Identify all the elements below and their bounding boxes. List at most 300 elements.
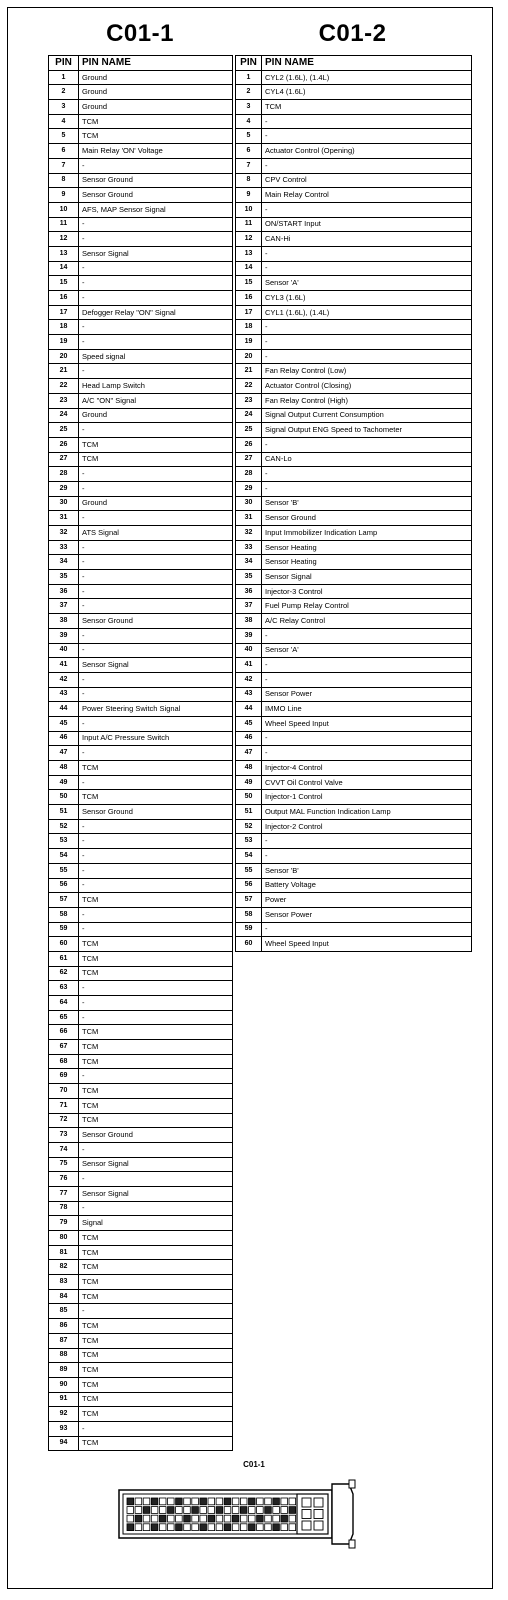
table-row xyxy=(236,291,472,306)
pin-name: Wheel Speed Input xyxy=(262,716,472,731)
table-row xyxy=(49,819,233,834)
connector-pin xyxy=(127,1498,134,1505)
pin-number: 40 xyxy=(236,643,262,658)
table-row xyxy=(236,217,472,232)
table-row xyxy=(49,540,233,555)
pin-name: - xyxy=(79,570,233,585)
pin-name: TCM xyxy=(79,937,233,952)
pin-number: 38 xyxy=(49,614,79,629)
pin-name: TCM xyxy=(79,1407,233,1422)
pin-name: TCM xyxy=(79,114,233,129)
table-row xyxy=(236,408,472,423)
pin-name: - xyxy=(262,114,472,129)
pin-name: - xyxy=(79,320,233,335)
table-row xyxy=(236,305,472,320)
pin-number: 2 xyxy=(49,85,79,100)
table-row xyxy=(49,1392,233,1407)
connector-pin xyxy=(265,1515,272,1522)
pin-name: A/C "ON" Signal xyxy=(79,393,233,408)
connector-pin xyxy=(273,1524,280,1531)
table-row xyxy=(49,261,233,276)
pin-number: 40 xyxy=(49,643,79,658)
pin-number: 23 xyxy=(236,393,262,408)
pin-name: ON/START Input xyxy=(262,217,472,232)
pin-name: - xyxy=(262,320,472,335)
pin-number: 39 xyxy=(236,628,262,643)
pin-number: 64 xyxy=(49,996,79,1011)
pin-number: 7 xyxy=(49,158,79,173)
pin-number: 47 xyxy=(236,746,262,761)
connector-power-pin xyxy=(314,1521,323,1530)
table-row xyxy=(49,305,233,320)
pin-number: 16 xyxy=(236,291,262,306)
connector-pin xyxy=(184,1524,191,1531)
table-row xyxy=(236,937,472,952)
connector-pin xyxy=(135,1524,142,1531)
table-row xyxy=(49,188,233,203)
pin-number: 83 xyxy=(49,1275,79,1290)
connector-pin xyxy=(151,1498,158,1505)
pin-number: 1 xyxy=(236,70,262,85)
connector-pin xyxy=(151,1507,158,1514)
connector-1-title: C01-1 xyxy=(106,20,174,47)
table-row xyxy=(236,232,472,247)
pin-number: 61 xyxy=(49,951,79,966)
connector-pin xyxy=(281,1507,288,1514)
connector-pin xyxy=(249,1498,256,1505)
connector-pin xyxy=(257,1524,264,1531)
connector-pin xyxy=(208,1524,215,1531)
pin-number: 14 xyxy=(49,261,79,276)
table-row xyxy=(236,922,472,937)
connector-diagram xyxy=(117,1470,392,1550)
connector-pin xyxy=(151,1524,158,1531)
pin-number: 29 xyxy=(236,481,262,496)
pin-number: 34 xyxy=(49,555,79,570)
table-row xyxy=(49,1040,233,1055)
table-row xyxy=(49,907,233,922)
connector-pin xyxy=(232,1507,239,1514)
pin-name: - xyxy=(79,716,233,731)
pin-name: TCM xyxy=(79,1054,233,1069)
pin-number: 15 xyxy=(49,276,79,291)
pin-number: 14 xyxy=(236,261,262,276)
pin-number: 24 xyxy=(49,408,79,423)
pin-name: Defogger Relay "ON" Signal xyxy=(79,305,233,320)
pin-name: - xyxy=(79,1304,233,1319)
pin-name: TCM xyxy=(79,1231,233,1246)
pin-name: TCM xyxy=(79,1113,233,1128)
pin-number: 86 xyxy=(49,1319,79,1334)
pin-name: Ground xyxy=(79,85,233,100)
table-row xyxy=(49,291,233,306)
pin-number: 28 xyxy=(236,467,262,482)
pin-number: 35 xyxy=(49,570,79,585)
pin-number: 44 xyxy=(49,702,79,717)
pin-number: 4 xyxy=(49,114,79,129)
pin-name: TCM xyxy=(79,1289,233,1304)
pin-name: Sensor Ground xyxy=(79,614,233,629)
pin-name: TCM xyxy=(79,761,233,776)
pin-name: CPV Control xyxy=(262,173,472,188)
table-row xyxy=(49,379,233,394)
pin-name: ATS Signal xyxy=(79,526,233,541)
table-row xyxy=(49,114,233,129)
pin-number: 29 xyxy=(49,481,79,496)
pin-name: CVVT Oil Control Valve xyxy=(262,775,472,790)
pin-number: 27 xyxy=(49,452,79,467)
pin-number: 2 xyxy=(236,85,262,100)
table-row xyxy=(49,951,233,966)
connector-pin xyxy=(192,1507,199,1514)
pin-number: 57 xyxy=(236,893,262,908)
pin-name: Wheel Speed Input xyxy=(262,937,472,952)
pin-number: 32 xyxy=(236,526,262,541)
table-row xyxy=(236,320,472,335)
pin-name: - xyxy=(79,276,233,291)
connector-pin xyxy=(265,1498,272,1505)
connector-pin xyxy=(265,1507,272,1514)
pin-name: TCM xyxy=(79,893,233,908)
pin-name: - xyxy=(79,261,233,276)
connector-pin xyxy=(200,1498,207,1505)
pin-name: Sensor 'B' xyxy=(262,496,472,511)
pin-number: 6 xyxy=(49,144,79,159)
pin-number: 30 xyxy=(236,496,262,511)
table-row xyxy=(236,511,472,526)
table-row xyxy=(236,790,472,805)
connector-pin xyxy=(249,1515,256,1522)
pin-number: 48 xyxy=(49,761,79,776)
pin-name: - xyxy=(79,232,233,247)
pin-name: TCM xyxy=(79,1348,233,1363)
pin-name: AFS, MAP Sensor Signal xyxy=(79,202,233,217)
pin-number: 89 xyxy=(49,1363,79,1378)
table-row xyxy=(49,276,233,291)
pin-name: TCM xyxy=(79,1040,233,1055)
table-row xyxy=(49,1201,233,1216)
pin-number: 60 xyxy=(236,937,262,952)
pin-name: Sensor Signal xyxy=(262,570,472,585)
pin-number: 45 xyxy=(236,716,262,731)
pin-name: - xyxy=(79,863,233,878)
table-row xyxy=(236,144,472,159)
pin-name: - xyxy=(262,849,472,864)
table-row xyxy=(49,1348,233,1363)
pin-number: 31 xyxy=(49,511,79,526)
table-row xyxy=(49,1084,233,1099)
table-row xyxy=(49,100,233,115)
pin-name: - xyxy=(79,687,233,702)
pin-number: 22 xyxy=(236,379,262,394)
pin-name: - xyxy=(79,819,233,834)
pin-name: - xyxy=(262,481,472,496)
pin-name: CYL4 (1.6L) xyxy=(262,85,472,100)
pin-name: - xyxy=(262,467,472,482)
pin-name: - xyxy=(79,540,233,555)
table-row xyxy=(236,526,472,541)
pin-name: Sensor 'B' xyxy=(262,863,472,878)
connector-pin xyxy=(192,1515,199,1522)
table-row xyxy=(49,202,233,217)
connector-pin xyxy=(208,1507,215,1514)
table-row xyxy=(49,320,233,335)
table-row xyxy=(49,775,233,790)
table-row xyxy=(236,731,472,746)
table-row xyxy=(49,746,233,761)
pin-number: 92 xyxy=(49,1407,79,1422)
pin-name: Ground xyxy=(79,408,233,423)
pin-number: 32 xyxy=(49,526,79,541)
connector-pin xyxy=(127,1524,134,1531)
pin-name: Signal xyxy=(79,1216,233,1231)
pin-number: 74 xyxy=(49,1142,79,1157)
connector-power-pin xyxy=(314,1510,323,1519)
pin-number: 9 xyxy=(49,188,79,203)
pin-name-column-header: PIN NAME xyxy=(262,56,472,71)
pin-number: 34 xyxy=(236,555,262,570)
table-row xyxy=(236,423,472,438)
table-row xyxy=(49,335,233,350)
table-row xyxy=(49,1231,233,1246)
pin-name: - xyxy=(79,1142,233,1157)
table-row xyxy=(236,834,472,849)
table-row xyxy=(49,1142,233,1157)
table-row xyxy=(49,643,233,658)
pin-name: - xyxy=(262,672,472,687)
table-row xyxy=(49,790,233,805)
pin-number: 67 xyxy=(49,1040,79,1055)
pin-number: 50 xyxy=(49,790,79,805)
connector-pin xyxy=(281,1515,288,1522)
pin-column-header: PIN xyxy=(236,56,262,71)
connector-pin xyxy=(168,1507,175,1514)
pin-name: TCM xyxy=(79,1436,233,1451)
pin-name: - xyxy=(79,467,233,482)
pin-name: - xyxy=(262,349,472,364)
table-row xyxy=(49,1245,233,1260)
connector-pin xyxy=(200,1507,207,1514)
pin-name: Sensor Signal xyxy=(79,1186,233,1201)
pin-name: Sensor Signal xyxy=(79,1157,233,1172)
pin-name: - xyxy=(262,158,472,173)
table-row xyxy=(49,1333,233,1348)
pin-name: TCM xyxy=(79,1098,233,1113)
connector-pin xyxy=(143,1515,150,1522)
pin-number: 16 xyxy=(49,291,79,306)
connector-pin xyxy=(143,1524,150,1531)
connector-diagram-label: C01-1 xyxy=(243,1460,265,1469)
pin-name: - xyxy=(79,291,233,306)
pin-number: 45 xyxy=(49,716,79,731)
connector-pin xyxy=(240,1507,247,1514)
table-row xyxy=(236,496,472,511)
pin-name: - xyxy=(79,1201,233,1216)
pin-number: 51 xyxy=(49,805,79,820)
pin-number: 11 xyxy=(49,217,79,232)
connector-pin xyxy=(289,1507,296,1514)
connector-pin xyxy=(289,1498,296,1505)
pin-name: Speed signal xyxy=(79,349,233,364)
table-row xyxy=(236,746,472,761)
table-row xyxy=(49,805,233,820)
pin-number: 43 xyxy=(236,687,262,702)
pin-number: 13 xyxy=(49,246,79,261)
pin-number: 46 xyxy=(49,731,79,746)
table-row xyxy=(236,614,472,629)
connector-2-title: C01-2 xyxy=(318,20,387,47)
connector-pin xyxy=(240,1515,247,1522)
pin-name: TCM xyxy=(79,1275,233,1290)
table-row xyxy=(49,922,233,937)
table-row xyxy=(49,1421,233,1436)
pin-name: - xyxy=(79,158,233,173)
connector-pin xyxy=(168,1498,175,1505)
table-row xyxy=(236,849,472,864)
connector-pin xyxy=(281,1498,288,1505)
pin-name: Sensor 'A' xyxy=(262,276,472,291)
pin-number: 47 xyxy=(49,746,79,761)
table-row xyxy=(49,1216,233,1231)
pin-name: Injector-2 Control xyxy=(262,819,472,834)
pin-name: TCM xyxy=(79,1392,233,1407)
connector-pin xyxy=(168,1524,175,1531)
table-row xyxy=(49,1304,233,1319)
table-row xyxy=(49,570,233,585)
table-header-row xyxy=(49,56,233,71)
pin-name: Sensor Ground xyxy=(79,173,233,188)
table-row xyxy=(49,467,233,482)
pin-number: 20 xyxy=(49,349,79,364)
pin-name: TCM xyxy=(79,1084,233,1099)
table-row xyxy=(49,981,233,996)
connector-pin xyxy=(232,1515,239,1522)
pin-number: 37 xyxy=(49,599,79,614)
connector-pin xyxy=(159,1498,166,1505)
pin-number: 77 xyxy=(49,1186,79,1201)
pin-name: - xyxy=(79,1172,233,1187)
pin-number: 54 xyxy=(49,849,79,864)
pin-number: 56 xyxy=(49,878,79,893)
connector-pin xyxy=(232,1524,239,1531)
pin-number: 19 xyxy=(236,335,262,350)
pin-number: 26 xyxy=(49,437,79,452)
pin-number: 44 xyxy=(236,702,262,717)
pin-number: 22 xyxy=(49,379,79,394)
pin-name: Sensor Ground xyxy=(79,188,233,203)
pin-number: 93 xyxy=(49,1421,79,1436)
pin-name: - xyxy=(79,481,233,496)
pin-number: 72 xyxy=(49,1113,79,1128)
table-row xyxy=(236,658,472,673)
pin-name: IMMO Line xyxy=(262,702,472,717)
table-row xyxy=(236,628,472,643)
pin-number: 21 xyxy=(49,364,79,379)
pin-number: 66 xyxy=(49,1025,79,1040)
connector-pin xyxy=(216,1524,223,1531)
connector-pin xyxy=(249,1507,256,1514)
table-row xyxy=(49,70,233,85)
pin-number: 52 xyxy=(236,819,262,834)
pin-number: 62 xyxy=(49,966,79,981)
pin-name: - xyxy=(79,599,233,614)
connector-pin xyxy=(257,1515,264,1522)
table-row xyxy=(49,1319,233,1334)
pin-name: Injector-1 Control xyxy=(262,790,472,805)
pin-name: CAN-Lo xyxy=(262,452,472,467)
pin-number: 56 xyxy=(236,878,262,893)
pin-number: 87 xyxy=(49,1333,79,1348)
connector-pin xyxy=(127,1515,134,1522)
pin-name: TCM xyxy=(262,100,472,115)
connector-pin xyxy=(257,1498,264,1505)
connector-pin xyxy=(257,1507,264,1514)
pin-number: 27 xyxy=(236,452,262,467)
pin-name: - xyxy=(262,922,472,937)
table-row xyxy=(236,379,472,394)
pin-name: Sensor Heating xyxy=(262,555,472,570)
table-row xyxy=(236,599,472,614)
pin-name: TCM xyxy=(79,1333,233,1348)
pin-name: - xyxy=(79,423,233,438)
pin-number: 49 xyxy=(49,775,79,790)
pin-name: - xyxy=(79,849,233,864)
table-row xyxy=(49,716,233,731)
connector-pin xyxy=(208,1498,215,1505)
pin-name: - xyxy=(262,202,472,217)
table-row xyxy=(49,364,233,379)
pin-number: 25 xyxy=(49,423,79,438)
connector-pin xyxy=(159,1524,166,1531)
pin-number: 9 xyxy=(236,188,262,203)
pin-number: 68 xyxy=(49,1054,79,1069)
connector-pin xyxy=(224,1524,231,1531)
table-row xyxy=(49,1025,233,1040)
connector-pin xyxy=(273,1507,280,1514)
table-row xyxy=(236,672,472,687)
connector-pin xyxy=(192,1524,199,1531)
pin-number: 55 xyxy=(49,863,79,878)
pin-name: TCM xyxy=(79,951,233,966)
table-row xyxy=(49,408,233,423)
pin-number: 1 xyxy=(49,70,79,85)
table-row xyxy=(49,1186,233,1201)
table-row xyxy=(49,173,233,188)
pin-number: 58 xyxy=(236,907,262,922)
table-row xyxy=(49,452,233,467)
table-row xyxy=(49,893,233,908)
connector-1-pin-table xyxy=(48,55,233,1451)
connector-pin xyxy=(216,1515,223,1522)
pin-number: 37 xyxy=(236,599,262,614)
pin-number: 79 xyxy=(49,1216,79,1231)
connector-pin xyxy=(273,1515,280,1522)
connector-pin xyxy=(135,1507,142,1514)
pin-name: CYL1 (1.6L), (1.4L) xyxy=(262,305,472,320)
pin-name: Input A/C Pressure Switch xyxy=(79,731,233,746)
pin-number: 3 xyxy=(49,100,79,115)
pin-name: - xyxy=(79,775,233,790)
table-row xyxy=(49,158,233,173)
pin-name: - xyxy=(79,1421,233,1436)
pin-name: - xyxy=(262,658,472,673)
pin-number: 41 xyxy=(49,658,79,673)
pin-number: 49 xyxy=(236,775,262,790)
pin-name: - xyxy=(79,996,233,1011)
connector-pin xyxy=(127,1507,134,1514)
connector-pin xyxy=(224,1498,231,1505)
pin-number: 52 xyxy=(49,819,79,834)
